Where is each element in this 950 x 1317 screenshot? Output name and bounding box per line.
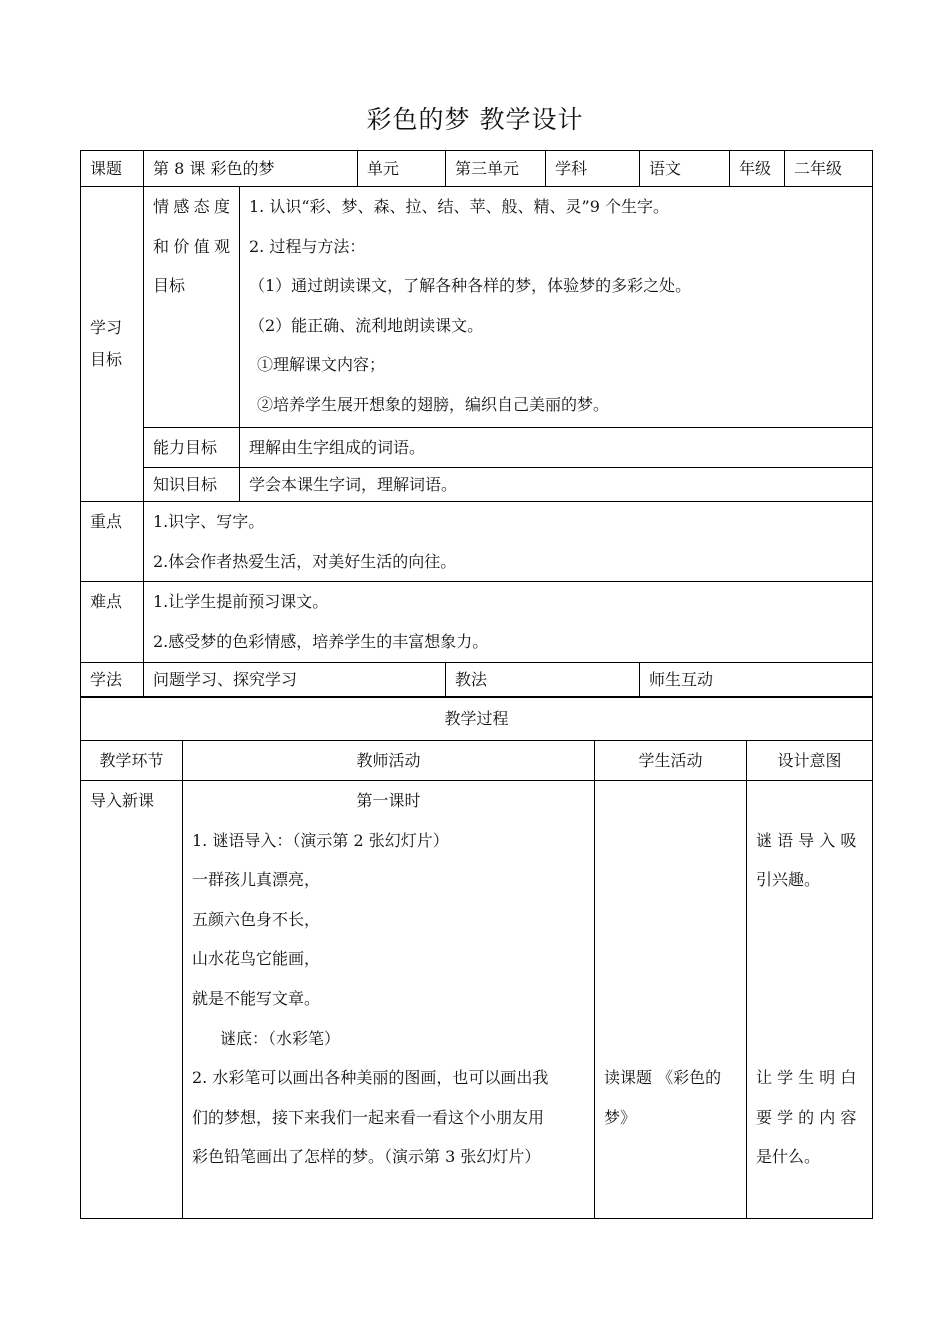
methods-row bbox=[81, 663, 873, 697]
teach-method-value: 师生互动 bbox=[640, 663, 873, 697]
study-method-value: 问题学习、探究学习 bbox=[144, 663, 446, 697]
emotion-goal-content: 1. 认识“彩、梦、森、拉、结、苹、般、精、灵”9 个生字。 2. 过程与方法： （1）通过朗读课文，了解各种各样的梦，体验梦的多彩之处。 （2）能正确、流利地朗读课文。 ①理解课文内容； ②培养学生展开想象的翅膀，编织自己美丽的梦。 bbox=[240, 187, 873, 428]
difficulties-row bbox=[81, 582, 873, 663]
ability-goal-label: 能力目标 bbox=[144, 428, 240, 468]
process-title: 教学过程 bbox=[81, 698, 873, 741]
intro-row bbox=[81, 781, 873, 1219]
lesson-info-table bbox=[80, 150, 873, 697]
difficulties-label: 难点 bbox=[81, 582, 144, 663]
keypoints-row bbox=[81, 502, 873, 582]
study-method-label: 学法 bbox=[81, 663, 144, 697]
student-activity: 读课题 《彩色的 梦》 bbox=[595, 781, 747, 1219]
learning-goals-label: 学习 目标 bbox=[81, 187, 144, 502]
emotion-goal-label: 情感态度 和价值观 目标 bbox=[144, 187, 240, 428]
unit-label: 单元 bbox=[358, 151, 446, 187]
header-student: 学生活动 bbox=[595, 741, 747, 781]
ability-goal-row bbox=[81, 428, 873, 468]
stage-intro: 导入新课 bbox=[81, 781, 183, 1219]
teaching-process-table bbox=[80, 697, 873, 1219]
knowledge-goal-row bbox=[81, 468, 873, 502]
keypoints-label: 重点 bbox=[81, 502, 144, 582]
process-title-row bbox=[81, 698, 873, 741]
unit-value: 第三单元 bbox=[446, 151, 546, 187]
subject-value: 语文 bbox=[640, 151, 730, 187]
process-header-row bbox=[81, 741, 873, 781]
grade-label: 年级 bbox=[730, 151, 785, 187]
knowledge-goal-value: 学会本课生字词，理解词语。 bbox=[240, 468, 873, 502]
teacher-activity: 第一课时 1. 谜语导入：（演示第 2 张幻灯片） 一群孩儿真漂亮， 五颜六色身不长， 山水花鸟它能画， 就是不能写文章。 谜底：（水彩笔） 2. 水彩笔可以画出各种美丽的图画，也可以画出我 们的梦想，接下来我们一起来看一看这个小朋友用 彩色铅笔画出了怎样的梦。（演示第 3 张幻灯片） bbox=[183, 781, 595, 1219]
grade-value: 二年级 bbox=[785, 151, 873, 187]
difficulties-content: 1.让学生提前预习课文。 2.感受梦的色彩情感，培养学生的丰富想象力。 bbox=[144, 582, 873, 663]
header-row bbox=[81, 151, 873, 187]
design-intent: 谜 语 导 入 吸 引兴趣。 让 学 生 明 白 要 学 的 内 容 是什么。 bbox=[747, 781, 873, 1219]
header-stage: 教学环节 bbox=[81, 741, 183, 781]
keypoints-content: 1.识字、写字。 2.体会作者热爱生活，对美好生活的向往。 bbox=[144, 502, 873, 582]
course-label: 课题 bbox=[81, 151, 144, 187]
course-value: 第 8 课 彩色的梦 bbox=[144, 151, 358, 187]
ability-goal-value: 理解由生字组成的词语。 bbox=[240, 428, 873, 468]
header-teacher: 教师活动 bbox=[183, 741, 595, 781]
teach-method-label: 教法 bbox=[446, 663, 640, 697]
emotion-goal-row bbox=[81, 187, 873, 428]
document-title: 彩色的梦 教学设计 bbox=[366, 105, 584, 134]
knowledge-goal-label: 知识目标 bbox=[144, 468, 240, 502]
subject-label: 学科 bbox=[546, 151, 640, 187]
header-intent: 设计意图 bbox=[747, 741, 873, 781]
